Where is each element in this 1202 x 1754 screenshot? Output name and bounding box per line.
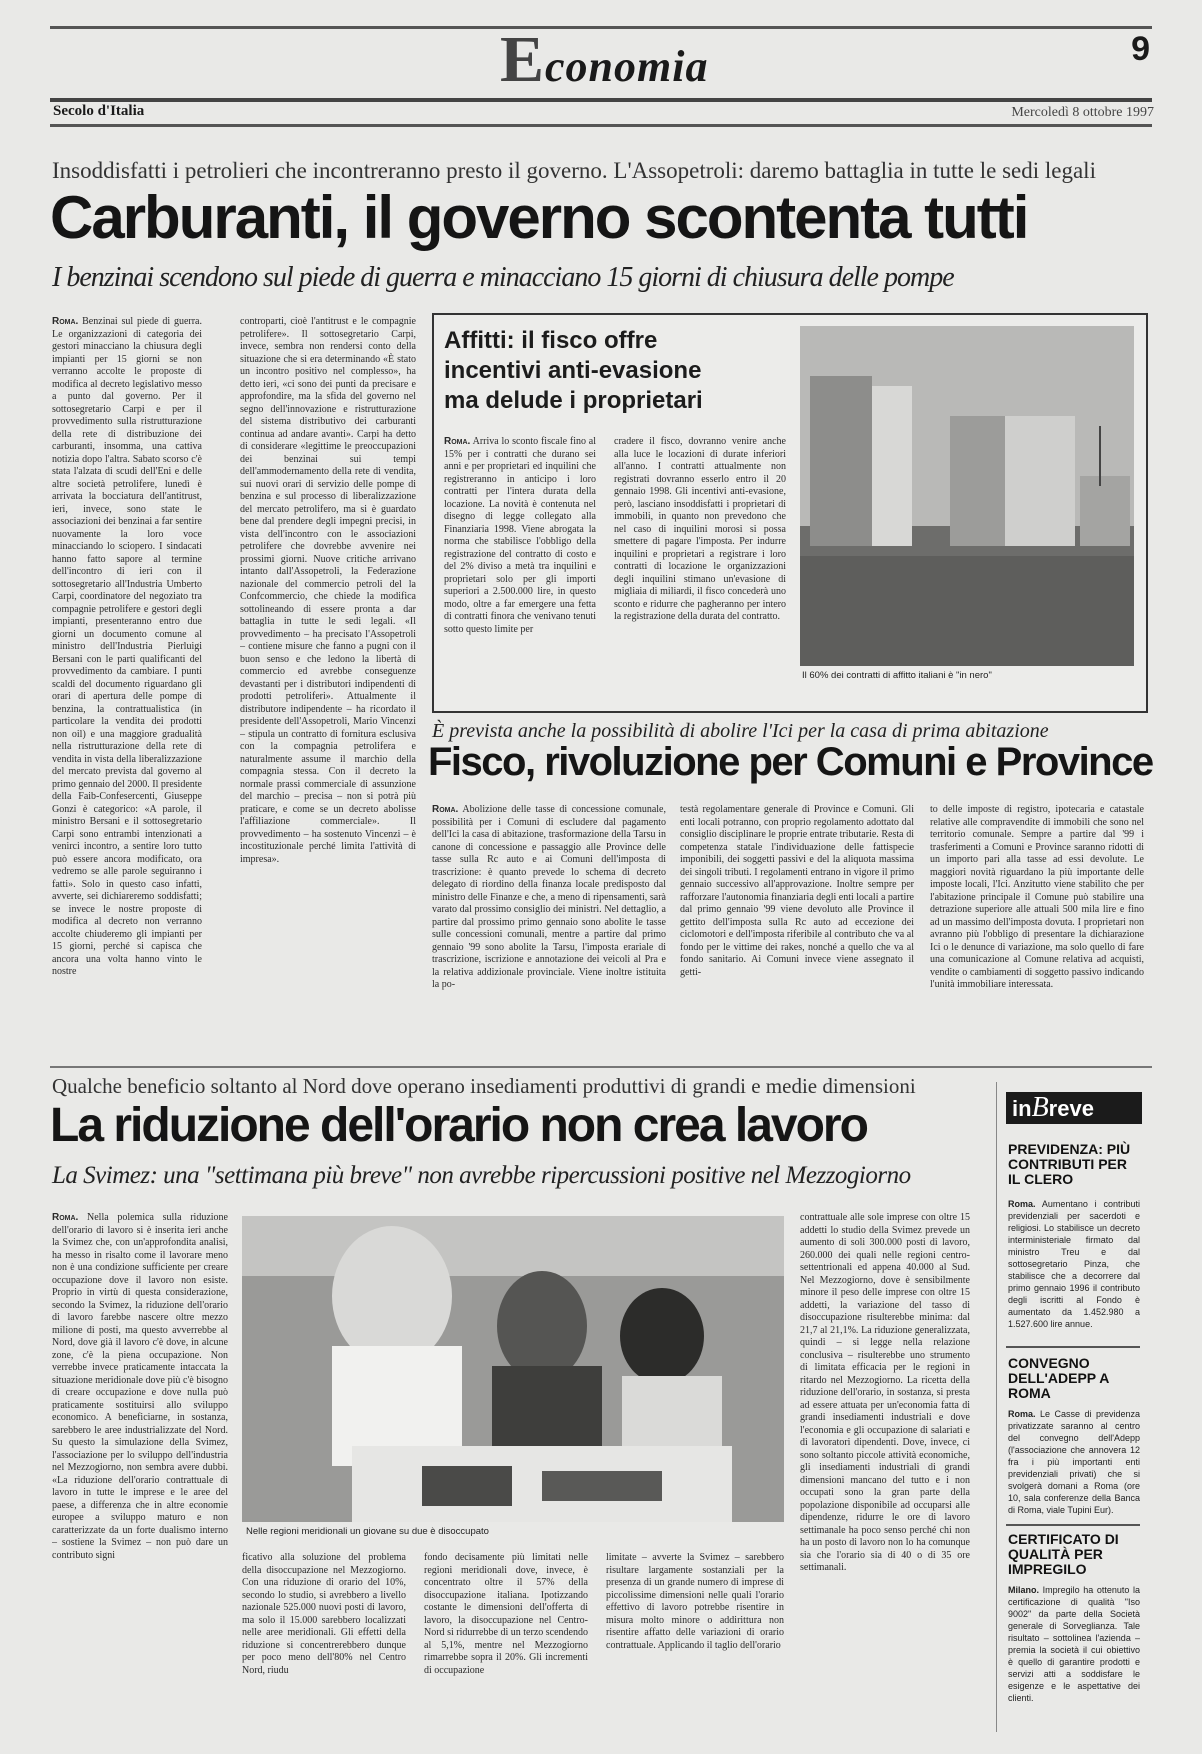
affitti-column-1: Roma. Arriva lo sconto fiscale fino al 15% per i contratti che durano sei anni e per proprietari ed inquilini che registreranno in anticipo i loro contratti per l'intera durata della locazione. La novità è contenuta nel disegno di legge collegato alla Finanziaria 1998. Viene abrogata la norma che stabilisce l'obbligo della registrazione del contratto di costo e del 2% diviso a metà tra inquilini e proprietari solo per gli importi superiori a 2.500.000 lire, in questo modo, oltre a far emergere una fetta di contratti finora che venivano tenuti sotto questo limite per xyxy=(444,436,596,635)
paper-name: Secolo d'Italia xyxy=(53,103,145,119)
affitti-column-2: cradere il fisco, dovranno venire anche alla luce le locazioni di durate inferiori all'anno. I contratti attualmente non registrati dovranno esserlo entro il 20 gennaio 1998. Gli incentivi anti-evasione, però, lasciano insoddisfatti i proprietari di immobili, in quanto non prevedono che nel caso di inquilini morosi si possa smettere di pagare l'imposta. Per indurre inquilini e proprietari a registrare i loro contratti di locazione le organizzazioni degli inquilini stimano un'evasione di migliaia di miliardi, il fisco concederà uno sconto e ridurre che pagheranno per intero la registrazione della durata del contratto. xyxy=(614,436,786,622)
story3-headline: La riduzione dell'orario non crea lavoro xyxy=(50,1099,867,1152)
brief-3-body: Milano. Impregilo ha ottenuto la certificazione di qualità "Iso 9002" da parte della Società generale di Sorveglianza. Tale risultato – sottolinea l'azienda – premia la società il cui obiettivo è quello di garantire prodotti e servizi atti a soddisfare le esigenze e le aspettative dei clienti. xyxy=(1008,1585,1140,1703)
story3-column-2: ficativo alla soluzione del problema della disoccupazione nel Mezzogiorno. Con una riduzione di orario del 10%, secondo lo studio, si avrebbero a livello nazionale 525.000 nuovi posti di lavoro, ma solo il 15.000 sarebbero localizzati nelle aree meridionali. Gli effetti della riduzione si concentrerebbero dunque per poco meno dell'80% nel Centro Nord, riudu xyxy=(242,1552,406,1676)
page-number: 9 xyxy=(1131,30,1150,68)
story2-column-3: to delle imposte di registro, ipotecaria e catastale relative alle compravendite di immobili che sono nel territorio comunale. Sempre a partire dal '99 i trasferimenti a Comuni e Province saranno ridotti di un importo pari alla tasse ad essi devolute. Le maggiori novità riguardano la più importante delle imposte locali, l'Ici. Anzitutto viene stabilito che per l'abitazione principale il Comune può stabilire una detrazione superiore alle attuali 500 mila lire e fino ad un massimo dell'imposta dovuta. I proprietari non avranno più l'obbligo di presentare la dichiarazione Ici o le denunce di variazione, ma solo quello di fare una comunicazione al Comune relativa ad acquisti, vendite o cambiamenti di soggetto passivo indicando l'unità immobiliare interessata. xyxy=(930,804,1144,990)
story1-headline: Carburanti, il governo scontenta tutti xyxy=(50,184,1028,251)
story3-column-3: fondo decisamente più limitati nelle regioni meridionali dove, invece, è concentrato oltre il 57% della disoccupazione italiana. Ipotizzando costante le dimensioni dell'offerta di lavoro, la disoccupazione nel Centro-Nord si ridurrebbe di un terzo scendendo al 5,1%, mentre nel Mezzogiorno rimarrebbe sopra il 20%. Gli incrementi di occupazione xyxy=(424,1552,588,1676)
section-title: Economia xyxy=(500,23,709,96)
story3-kicker: Qualche beneficio soltanto al Nord dove operano insediamenti produttivi di grandi e medie dimensioni xyxy=(52,1074,916,1098)
story3-caption: Nelle regioni meridionali un giovane su due è disoccupato xyxy=(246,1526,489,1537)
section-divider xyxy=(50,1066,1152,1068)
story3-column-1: Roma. Nella polemica sulla riduzione dell'orario di lavoro si è inserita ieri anche la Svimez che, con un'approfondita analisi, ha messo in risalto come il lavorare meno non è una condizione sufficiente per creare occupazione dove il lavoro non esiste. Proprio in virtù di questa considerazione, secondo la Svimez, la riduzione dell'orario di lavoro farebbe nascere oltre mezzo milione di posti, ma questo avverrebbe al Nord, dove già il lavoro c'è dove, in alcune zone, c'è la piena occupazione. Non verrebbe invece praticamente intaccata la situazione meridionale dove più c'è bisogno di creare occupazione e dove nulla può praticamente sostituirsi allo sviluppo economico. A beneficiarne, in sostanza, sarebbero le aree industrializzate del Nord. Su questo la simulazione della Svimez, l'associazione per lo sviluppo dell'industria nel Mezzogiorno, non sembra avere dubbi. «La riduzione dell'orario contrattuale di lavoro in tutte le imprese e le aree del paese, a differenza che in altre economie europee a sviluppo maturo e non caratterizzate da un forte dualismo interno – sostiene la Svimez – non può dare un contributo signi xyxy=(52,1212,228,1561)
brief-1-body: Roma. Aumentano i contributi previdenziali per sacerdoti e religiosi. Lo stabilisce un decreto interministeriale firmato dal ministro Treu e dal sottosegretario Pinza, che stabilisce che a decorrere dal primo gennaio 1996 il contributo degli iscritti al Fondo è aumentato da 1.452.980 a 1.527.600 lire annue. xyxy=(1008,1199,1140,1329)
affitti-caption: Il 60% dei contratti di affitto italiani è "in nero" xyxy=(802,670,992,681)
story2-headline: Fisco, rivoluzione per Comuni e Province xyxy=(428,740,1153,784)
apartment-buildings-image xyxy=(800,326,1134,666)
story3-deck: La Svimez: una "settimana più breve" non avrebbe ripercussioni positive nel Mezzogiorno xyxy=(52,1162,911,1189)
brief-separator-2 xyxy=(1006,1524,1140,1526)
story3-column-5: contrattuale alle sole imprese con oltre 15 addetti lo studio della Svimez prevede un aumento di soli 300.000 posti di lavoro, 260.000 dei quali nelle regioni centro-settentrionali ed appena 40.000 al Sud. Nel Mezzogiorno, dove è sensibilmente minore il peso delle imprese con oltre 15 addetti, la variazione del tasso di disoccupazione risulterebbe minima: dal 21,7 al 21,1%. La riduzione generalizzata, quindi – si legge nella relazione conclusiva – risulterebbe uno strumento di limitata efficacia per le regioni in ritardo nel Mezzogiorno. La ricetta della riduzione dell'orario, in sostanza, si presta ad essere attuata per un'economia fatta di grandi insediamenti industriali e dove l'economia e gli occupazione di salariati e di lavoratori dipendenti. Dove, invece, ci sono soltanto piccole attività economiche, gli insediamenti industriali di grandi dimensioni mancano del tutto e i non occupati sono la gran parte della popolazione disponibile ad occuparsi alle dipendenze, ridurre le ore di lavoro settimanale ha poco senso perché chi non ha un posto di lavoro non lo ha comunque sia che l'orario sia di 40 o di 35 ore settimanali. xyxy=(800,1212,970,1573)
story2-column-1: Roma. Abolizione delle tasse di concessione comunale, possibilità per i Comuni di escludere dal pagamento dell'Ici la casa di abitazione, trasformazione della Tarsu in canone di concessione e passaggio alle Province delle tasse sulla Rc auto e ai Comuni dell'imposta di trascrizione: è quanto prevede lo schema di decreto delegato di riordino della finanza locale predisposto dal ministro delle Finanze e che, a meno di ripensamenti, sarà varato dal prossimo consiglio dei ministri. Nel dettaglio, a partire dal prossimo primo gennaio sono abolite le tasse sulle concessioni comunali, mentre a partire dal primo gennaio '99 sono abolite la Tarsu, l'imposta erariale di trascrizione, iscrizione e annotazione dei veicoli al Pra e la relativa addizionale provinciale. Viene inoltre istituita la po- xyxy=(432,804,666,990)
masthead-rule xyxy=(50,98,1152,102)
brief-3-title: CERTIFICATO DI QUALITÀ PER IMPREGILO xyxy=(1008,1531,1119,1577)
in-breve-header: inBreve xyxy=(1006,1092,1142,1124)
story1-column-1: Roma. Benzinai sul piede di guerra. Le organizzazioni di categoria dei gestori minacciano la chiusura degli impianti per 15 giorni se non verranno accolte le proposte di modifica al decreto legislativo messo a punto dal governo. Per il sottosegretario Carpi e per il provvedimento sulla ristrutturazione della rete di distribuzione dei carburanti, insomma, una cattiva notizia dopo l'altra. Sabato scorso c'è stata l'alzata di scudi dell'Eni e delle altre società petrolifere, lunedì è arrivata la bocciatura dell'antitrust, ieri, invece, sono state le associazioni dei benzinai a far sentire nuovamente la loro voce minacciando lo sciopero. I sindacati hanno fatto sapore al termine dell'incontro di ieri con il sottosegretario all'Industria Umberto Carpi, coordinatore del negoziato tra compagnie petrolifere e gestori degli impianti, presenteranno entro due giorni un documento comune al ministro dell'Industria Pierluigi Bersani con le parti qualificanti del provvedimento da cambiare. I punti scaldi del documento riguardano gli orari di apertura delle pompe di benzina, la contrattualistica (in particolare la vendita dei prodotti non oil) e una maggiore gradualità nella ristrutturazione della rete di vendita in vista della liberalizzazione del mercato prevista dal governo al primo gennaio del 2000. Il presidente della Faib-Confesercenti, Giuseppe Gonzi è categorico: «A parole, il ministro Bersani e il sottosegretario Carpi sono entrambi intenzionati a venirci incontro, a sentire loro tutto può essere ancora modificato, ora vedremo se alle parole seguiranno i fatti». Solo in questo caso infatti, avverte, sei dichiareremo soddisfatti; se invece le nostre proposte di modifica al decreto non verranno accolte chiuderemo gli impianti per 15 giorni, perché si capisca che ancora una volta hanno vinto le nostre xyxy=(52,316,202,977)
brief-separator-1 xyxy=(1006,1346,1140,1348)
masthead-bottom-rule xyxy=(50,124,1152,127)
briefs-divider xyxy=(996,1082,997,1732)
story2-kicker: È prevista anche la possibilità di abolire l'Ici per la casa di prima abitazione xyxy=(432,720,1049,742)
brief-1-title: PREVIDENZA: PIÙ CONTRIBUTI PER IL CLERO xyxy=(1008,1141,1131,1187)
story3-column-4: limitate – avverte la Svimez – sarebbero risultare largamente sostanziali per la presenza di un grande numero di imprese di piccolissime dimensioni nelle quali l'orario effettivo di lavoro potrebbe risentire in misura molto minore o addirittura non risentire affatto delle variazioni di orario contrattuale. Applicando il taglio dell'orario xyxy=(606,1552,784,1651)
brief-2-body: Roma. Le Casse di previdenza privatizzate saranno al centro del convegno dell'Adepp (l'associazione che annovera 12 fra i più importanti enti previdenziali privati) che si svolgerà domani a Roma (ore 10, sala conferenze della Banca di Roma, viale Tupini Eur). xyxy=(1008,1409,1140,1515)
affitti-photo xyxy=(800,326,1134,666)
issue-date: Mercoledì 8 ottobre 1997 xyxy=(1011,105,1154,120)
story1-column-2: controparti, cioè l'antitrust e le compagnie petrolifere». Il sottosegretario Carpi, invece, sembra non rendersi conto della situazione che si era determinando «È stato un incontro positivo nel complesso», ha detto ieri, «ci sono dei punti da precisare e approfondire, ma la sfida del governo nel segno dell'innovazione e ristrutturazione del sistema distributivo dei carburanti continua ad andare avanti». Carpi ha detto di considerare «legittime le preoccupazioni dei benzinai sui tempi dell'ammodernamento della rete di vendita, sui nuovi orari di servizio delle pompe di benzina e sul processo di liberalizzazione del mercato petrolifero, ma si è guardato bene dal prendere degli impegni precisi, in vista dell'incontro con le associazioni petrolifere che dovrebbe avvenire nei prossimi giorni. Nuove critiche arrivano intanto dall'Assopetroli, la Federazione nazionale del commercio petroli del la Confcommercio, che chiede la modifica sottolineando di essere pronta a dar battaglia in tutte le sedi legali. «Il provvedimento – ha precisato l'Assopetroli – contiene misure che fanno a pugni con il buon senso e che ledono la libertà di commercio ed avrebbe conseguenze devastanti per i distributori indipendenti di prodotti petroliferi». Attualmente il distributore indipendente – ha ricordato il presidente dell'Assopetroli, Mario Vincenzi – stipula un contratto di fornitura esclusiva con la compagnia petrolifera e naturalmente assume il marchio della compagnia stessa. Con il decreto la normale prassi commerciale di assunzione del marchio – precisa – non si potrà più praticare, e come se un decreto abolisse l'affiliazione commerciale». Il provvedimento – ha sostenuto Vincenzi – è incostituzionale perché limita l'attività di impresa». xyxy=(240,316,416,865)
affitti-title: Affitti: il fisco offre incentivi anti-evasione ma delude i proprietari xyxy=(444,327,703,414)
story2-column-2: testà regolamentare generale di Province e Comuni. Gli enti locali potranno, con proprio regolamento adottato dal consiglio disciplinare le proprie entrate tributarie. Resta di competenza statale l'individuazione delle fattispecie imponibili, dei soggetti passivi e del la aliquota massima dei singoli tributi. I regolamenti entrano in vigore il primo gennaio successivo all'approvazione. Inoltre sempre per rafforzare l'autonomia finanziaria degli enti locali a partire dal primo gennaio '99 viene devoluto alle Province il gettito dell'imposta sulla Rc auto ad eccezione dei ciclomotori e dell'imposta riferibile al contributo che va al fondo per le vittime dei rakes, nonché a quello che va al fondo sanitario. Ai Comuni invece viene assegnato il getti- xyxy=(680,804,914,978)
brief-2-title: CONVEGNO DELL'ADEPP A ROMA xyxy=(1008,1355,1109,1401)
story1-deck: I benzinai scendono sul piede di guerra e minacciano 15 giorni di chiusura delle pompe xyxy=(52,262,954,293)
story3-photo xyxy=(242,1216,784,1522)
story1-kicker: Insoddisfatti i petrolieri che incontreranno presto il governo. L'Assopetroli: daremo battaglia in tutte le sedi legali xyxy=(52,158,1096,183)
young-people-reading-image xyxy=(242,1216,784,1522)
